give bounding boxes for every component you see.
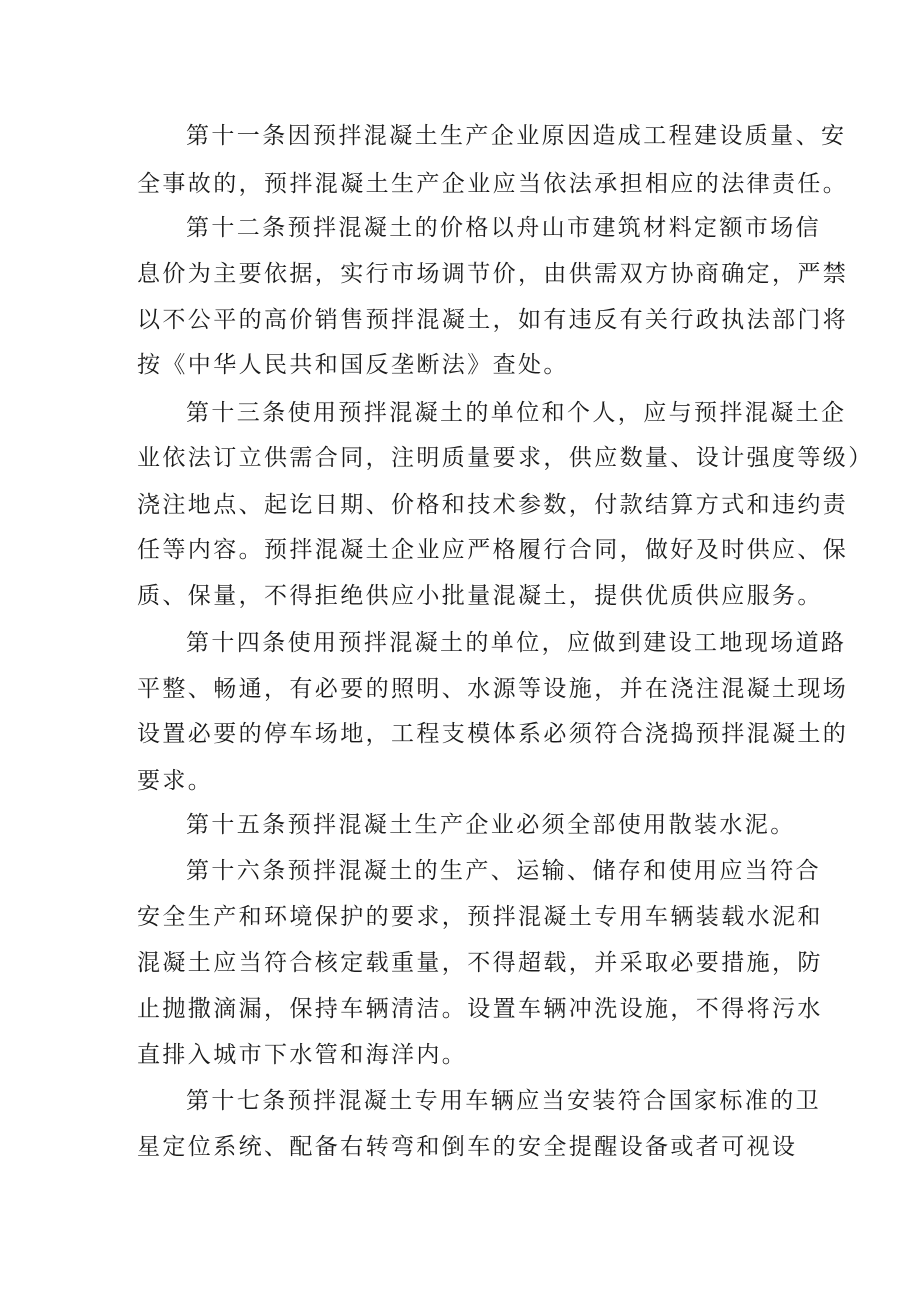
text-line: 任等内容。预拌混凝土企业应严格履行合同，做好及时供应、保 [137, 537, 849, 563]
text-line: 全事故的，预拌混凝土生产企业应当依法承担相应的法律责任。 [137, 171, 849, 197]
text-line: 第十三条使用预拌混凝土的单位和个人，应与预拌混凝土企 [186, 400, 847, 426]
text-line: 第十五条预拌混凝土生产企业必须全部使用散装水泥。 [186, 812, 796, 838]
text-line: 安全生产和环境保护的要求，预拌混凝土专用车辆装载水泥和 [137, 904, 823, 930]
text-line: 直排入城市下水管和海洋内。 [137, 1042, 468, 1068]
text-line: 按《中华人民共和国反垄断法》查处。 [137, 352, 569, 378]
text-line: 第十一条因预拌混凝土生产企业原因造成工程建设质量、安 [186, 123, 847, 149]
text-line: 质、保量，不得拒绝供应小批量混凝土，提供优质供应服务。 [137, 583, 823, 609]
text-line: 浇注地点、起讫日期、价格和技术参数，付款结算方式和违约责 [137, 492, 849, 518]
text-line: 设置必要的停车场地，工程支模体系必须符合浇捣预拌混凝土的 [137, 721, 849, 747]
text-line: 第十七条预拌混凝土专用车辆应当安装符合国家标准的卫 [186, 1088, 821, 1114]
text-line: 业依法订立供需合同，注明质量要求，供应数量、设计强度等级） [137, 445, 874, 471]
text-line: 止抛撒滴漏，保持车辆清洁。设置车辆冲洗设施，不得将污水 [137, 996, 823, 1022]
text-line: 第十六条预拌混凝土的生产、运输、储存和使用应当符合 [186, 858, 821, 884]
text-line: 第十二条预拌混凝土的价格以舟山市建筑材料定额市场信 [186, 215, 821, 241]
text-line: 息价为主要依据，实行市场调节价，由供需双方协商确定，严禁 [137, 261, 849, 287]
text-line: 星定位系统、配备右转弯和倒车的安全提醒设备或者可视设 [137, 1134, 798, 1160]
text-line: 要求。 [137, 768, 214, 794]
text-line: 以不公平的高价销售预拌混凝土，如有违反有关行政执法部门将 [137, 307, 849, 333]
text-line: 混凝土应当符合核定载重量，不得超载，并采取必要措施，防 [137, 950, 823, 976]
text-line: 第十四条使用预拌混凝土的单位，应做到建设工地现场道路 [186, 630, 847, 656]
text-line: 平整、畅通，有必要的照明、水源等设施，并在浇注混凝土现场 [137, 676, 849, 702]
